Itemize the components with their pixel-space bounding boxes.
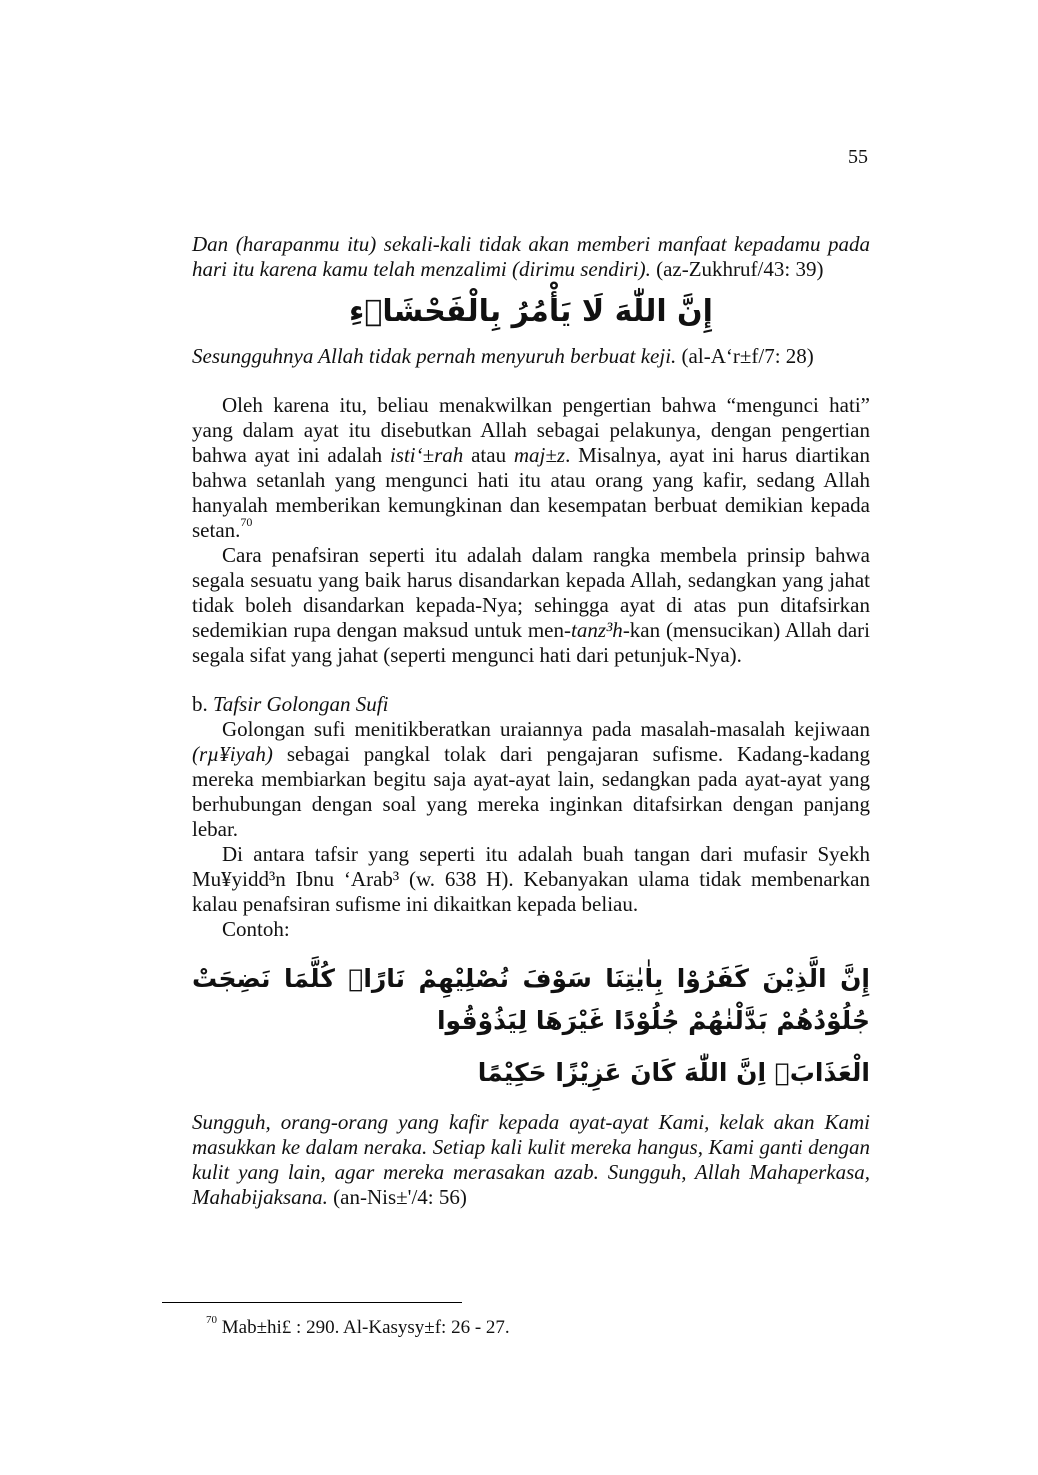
paragraph-cara-penafsiran (192, 543, 870, 668)
para1-term-majaz: maj±z (513, 443, 566, 467)
paragraph-tawil (192, 393, 870, 543)
verse1-translation: Dan (harapanmu itu) sekali-kali tidak akan memberi manfaat kepadamu pada hari itu karena kamu telah menzalimi (dirimu sendiri). (192, 232, 870, 281)
footnote-text: Mab±hi£ : 290. Al-Kasysy±f: 26 - 27. (221, 1317, 510, 1338)
verse3-arabic-line2: الْعَذَابَۗ اِنَّ اللّٰهَ كَانَ عَزِيْزًا حَكِيْمًا (477, 1058, 870, 1087)
verse2-block (192, 344, 870, 369)
verse2-arabic: إِنَّ اللّٰهَ لَا يَأْمُرُ بِالْفَحْشَاۤءِ (349, 294, 713, 329)
para3-term-ruhiyah: (rµ¥iyah) (192, 742, 273, 766)
contoh-label: Contoh: (222, 917, 290, 941)
verse3-block (192, 1110, 870, 1210)
para2-text-a: Cara penafsiran seperti itu adalah dalam rangka membela prinsip bahwa segala sesuatu yang baik harus disandarkan kepada Allah, sedangkan yang jahat tidak boleh disandarkan kepada-Nya; sehingga ayat di atas pun ditafsirkan sedemikian rupa dengan maksud untuk men- (192, 543, 870, 642)
verse2-reference: (al-A‘r±f/7: 28) (681, 344, 814, 368)
verse2-translation: Sesungguhnya Allah tidak pernah menyuruh berbuat keji. (192, 344, 677, 368)
verse1-reference: (az-Zukhruf/43: 39) (656, 257, 824, 281)
verse3-translation: Sungguh, orang-orang yang kafir kepada ayat-ayat Kami, kelak akan Kami masukkan ke dalam neraka. Setiap kali kulit mereka hangus, Kami ganti dengan kulit yang lain, agar mereka merasakan azab. Sungguh, Allah Mahaperkasa, Mahabijaksana. (192, 1110, 870, 1209)
para1-text-b: atau (463, 443, 514, 467)
para1-term-istiarah: isti‘±rah (389, 443, 464, 467)
section-b-label: b. (192, 692, 208, 716)
para2-term-tanzih: tanz³h (571, 618, 623, 642)
para2-text-b: -kan (mensucikan) Allah dari segala sifat yang jahat (seperti mengunci hati dari petunjuk-Nya). (192, 618, 871, 667)
page-body (192, 232, 870, 1210)
paragraph-ibnu-arabi: Di antara tafsir yang seperti itu adalah buah tangan dari mufasir Syekh Mu¥yidd³n Ibnu ‘Arab³ (w. 638 H). Kebanyakan ulama tidak membenarkan kalau penafsiran sufisme ini dikaitkan kepada beliau. (192, 842, 870, 916)
page-number: 55 (848, 146, 868, 168)
para1-text-c: . Misalnya, ayat ini harus diartikan bahwa setanlah yang mengunci hati itu atau orang yang kafir, sedang Allah hanyalah memberikan kemungkinan dan kesempatan berbuat demikian kepada setan. (192, 443, 870, 542)
para1-text-a: Oleh karena itu, beliau menakwilkan pengertian bahwa “mengunci hati” yang dalam ayat itu disebutkan Allah sebagai pelakunya, dengan pengertian bahwa ayat ini adalah (192, 393, 870, 467)
footnote-divider (162, 1302, 462, 1303)
verse3-arabic-line1: إِنَّ الَّذِيْنَ كَفَرُوْا بِاٰيٰتِنَا سَوْفَ نُصْلِيْهِمْ نَارًاۗ كُلَّمَا نَضِجَتْ جُلُوْدُهُمْ بَدَّلْنٰهُمْ جُلُوْدًا غَيْرَهَا لِيَذُوْقُوا (192, 964, 870, 1035)
para3-text-a: Golongan sufi menitikberatkan uraiannya pada masalah-masalah kejiwaan (222, 717, 870, 741)
verse1-block (192, 232, 870, 282)
section-b-heading (192, 692, 870, 717)
footnote-70 (206, 1316, 510, 1340)
verse3-reference: (an-Nis±'/4: 56) (333, 1185, 467, 1209)
paragraph-golongan-sufi (192, 717, 870, 842)
footnote-number: 70 (206, 1314, 217, 1326)
footnote-ref-70[interactable]: 70 (240, 515, 253, 529)
section-b-title: Tafsir Golongan Sufi (213, 692, 389, 716)
para3-text-b: sebagai pangkal tolak dari pengajaran sufisme. Kadang-kadang mereka membiarkan begitu saja ayat-ayat lain, sedangkan pada ayat-ayat yang berhubungan dengan soal yang mereka inginkan ditafsirkan dengan panjang lebar. (192, 742, 870, 841)
